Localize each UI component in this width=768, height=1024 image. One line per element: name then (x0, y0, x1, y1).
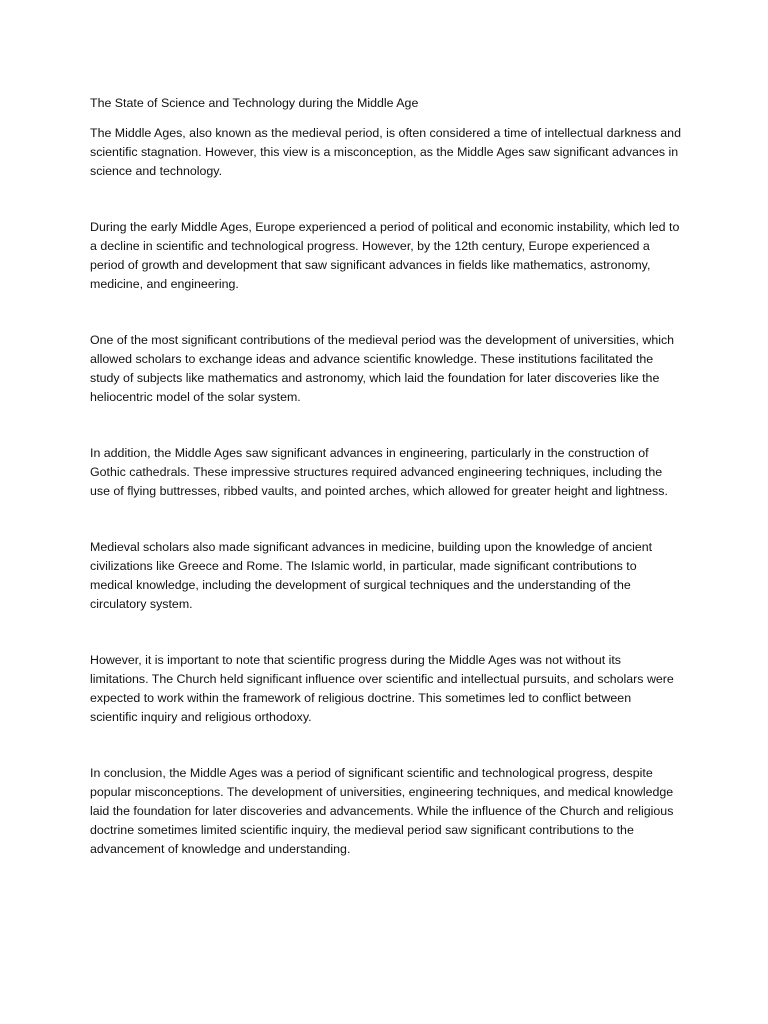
paragraph-early-middle-ages: During the early Middle Ages, Europe experienced a period of political and economic instability, which led to a decline in scientific and technological progress. However, by the 12th century, Europe experienced a period of growth and development that saw significant advances in fields like mathematics, astronomy, medicine, and engineering. (90, 220, 680, 291)
paragraph-introduction: The Middle Ages, also known as the medieval period, is often considered a time of intellectual darkness and scientific stagnation. However, this view is a misconception, as the Middle Ages saw significant advances in science and technology. (90, 126, 681, 178)
paragraph-universities: One of the most significant contributions of the medieval period was the development of universities, which allowed scholars to exchange ideas and advance scientific knowledge. These institutions facilitated the study of subjects like mathematics and astronomy, which laid the foundation for later discoveries like the heliocentric model of the solar system. (90, 333, 675, 404)
document-title: The State of Science and Technology during the Middle Age (90, 96, 419, 110)
paragraph-limitations: However, it is important to note that scientific progress during the Middle Ages was not without its limitations. The Church held significant influence over scientific and intellectual pursuits, and scholars were expected to work within the framework of religious doctrine. This sometimes led to conflict between scientific inquiry and religious orthodoxy. (90, 653, 674, 724)
paragraph-engineering: In addition, the Middle Ages saw significant advances in engineering, particularly in the construction of Gothic cathedrals. These impressive structures required advanced engineering techniques, including the use of flying buttresses, ribbed vaults, and pointed arches, which allowed for greater height and lightness. (90, 446, 668, 498)
document-page (90, 94, 682, 859)
paragraph-medicine: Medieval scholars also made significant advances in medicine, building upon the knowledge of ancient civilizations like Greece and Rome. The Islamic world, in particular, made significant contributions to medical knowledge, including the development of surgical techniques and the understanding of the circulatory system. (90, 540, 653, 611)
paragraph-conclusion: In conclusion, the Middle Ages was a period of significant scientific and technological progress, despite popular misconceptions. The development of universities, engineering techniques, and medical knowledge laid the foundation for later discoveries and advancements. While the influence of the Church and religious doctrine sometimes limited scientific inquiry, the medieval period saw significant contributions to the advancement of knowledge and understanding. (90, 766, 674, 856)
